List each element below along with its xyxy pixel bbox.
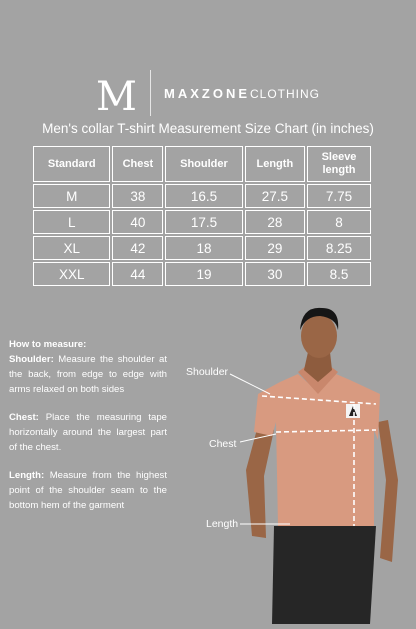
cell-size: XXL [33, 262, 110, 286]
header-sleeve-length: Sleeve length [307, 146, 371, 182]
cell-sleeve: 8.5 [307, 262, 371, 286]
cell-length: 30 [245, 262, 305, 286]
table-row [33, 236, 371, 260]
howto-chest [9, 410, 167, 455]
table-row [33, 210, 371, 234]
header-shoulder: Shoulder [165, 146, 242, 182]
howto-text: Measure from the highest point of the shoulder seam to the bottom hem of the garment [9, 470, 167, 511]
howto-title: How to measure: [9, 339, 87, 350]
label-length: Length [206, 518, 239, 530]
label-shoulder: Shoulder [186, 366, 229, 378]
table-row [33, 184, 371, 208]
cell-size: M [33, 184, 110, 208]
howto-shoulder [9, 352, 167, 397]
cell-chest: 38 [112, 184, 163, 208]
cell-chest: 42 [112, 236, 163, 260]
left-arm [246, 418, 274, 538]
header-standard: Standard [33, 146, 110, 182]
cell-length: 29 [245, 236, 305, 260]
table-header-row [33, 146, 371, 182]
cell-shoulder: 19 [165, 262, 242, 286]
cell-size: L [33, 210, 110, 234]
model-illustration [180, 300, 416, 624]
header-chest: Chest [112, 146, 163, 182]
cell-length: 28 [245, 210, 305, 234]
how-to-measure [9, 337, 167, 526]
pants-shape [272, 526, 376, 624]
howto-term: Shoulder: [9, 354, 54, 365]
cell-shoulder: 16.5 [165, 184, 242, 208]
brand-mark: M [96, 74, 135, 120]
size-chart-table [31, 144, 373, 288]
cell-chest: 44 [112, 262, 163, 286]
header-length: Length [245, 146, 305, 182]
brand-logo [0, 68, 416, 118]
brand-sub: CLOTHING [250, 87, 321, 101]
brand-name [164, 86, 320, 101]
cell-length: 27.5 [245, 184, 305, 208]
howto-term: Length: [9, 470, 45, 481]
model-figure [180, 300, 416, 624]
label-chest: Chest [209, 438, 237, 450]
chart-title: Men's collar T-shirt Measurement Size Chart (in inches) [42, 121, 374, 136]
brand-name-text: MAXZONE [164, 86, 250, 101]
table-row [33, 262, 371, 286]
howto-text: Measure the shoulder at the back, from edge to edge with arms relaxed on both sides [9, 354, 167, 395]
shoulder-pointer [230, 374, 270, 394]
cell-sleeve: 8 [307, 210, 371, 234]
cell-sleeve: 8.25 [307, 236, 371, 260]
cell-shoulder: 17.5 [165, 210, 242, 234]
cell-sleeve: 7.75 [307, 184, 371, 208]
cell-chest: 40 [112, 210, 163, 234]
logo-divider [150, 70, 151, 116]
howto-length [9, 468, 167, 513]
right-arm [378, 420, 398, 562]
cell-size: XL [33, 236, 110, 260]
cell-shoulder: 18 [165, 236, 242, 260]
howto-text: Place the measuring tape horizontally around the largest part of the chest. [9, 412, 168, 453]
howto-term: Chest: [9, 412, 39, 423]
